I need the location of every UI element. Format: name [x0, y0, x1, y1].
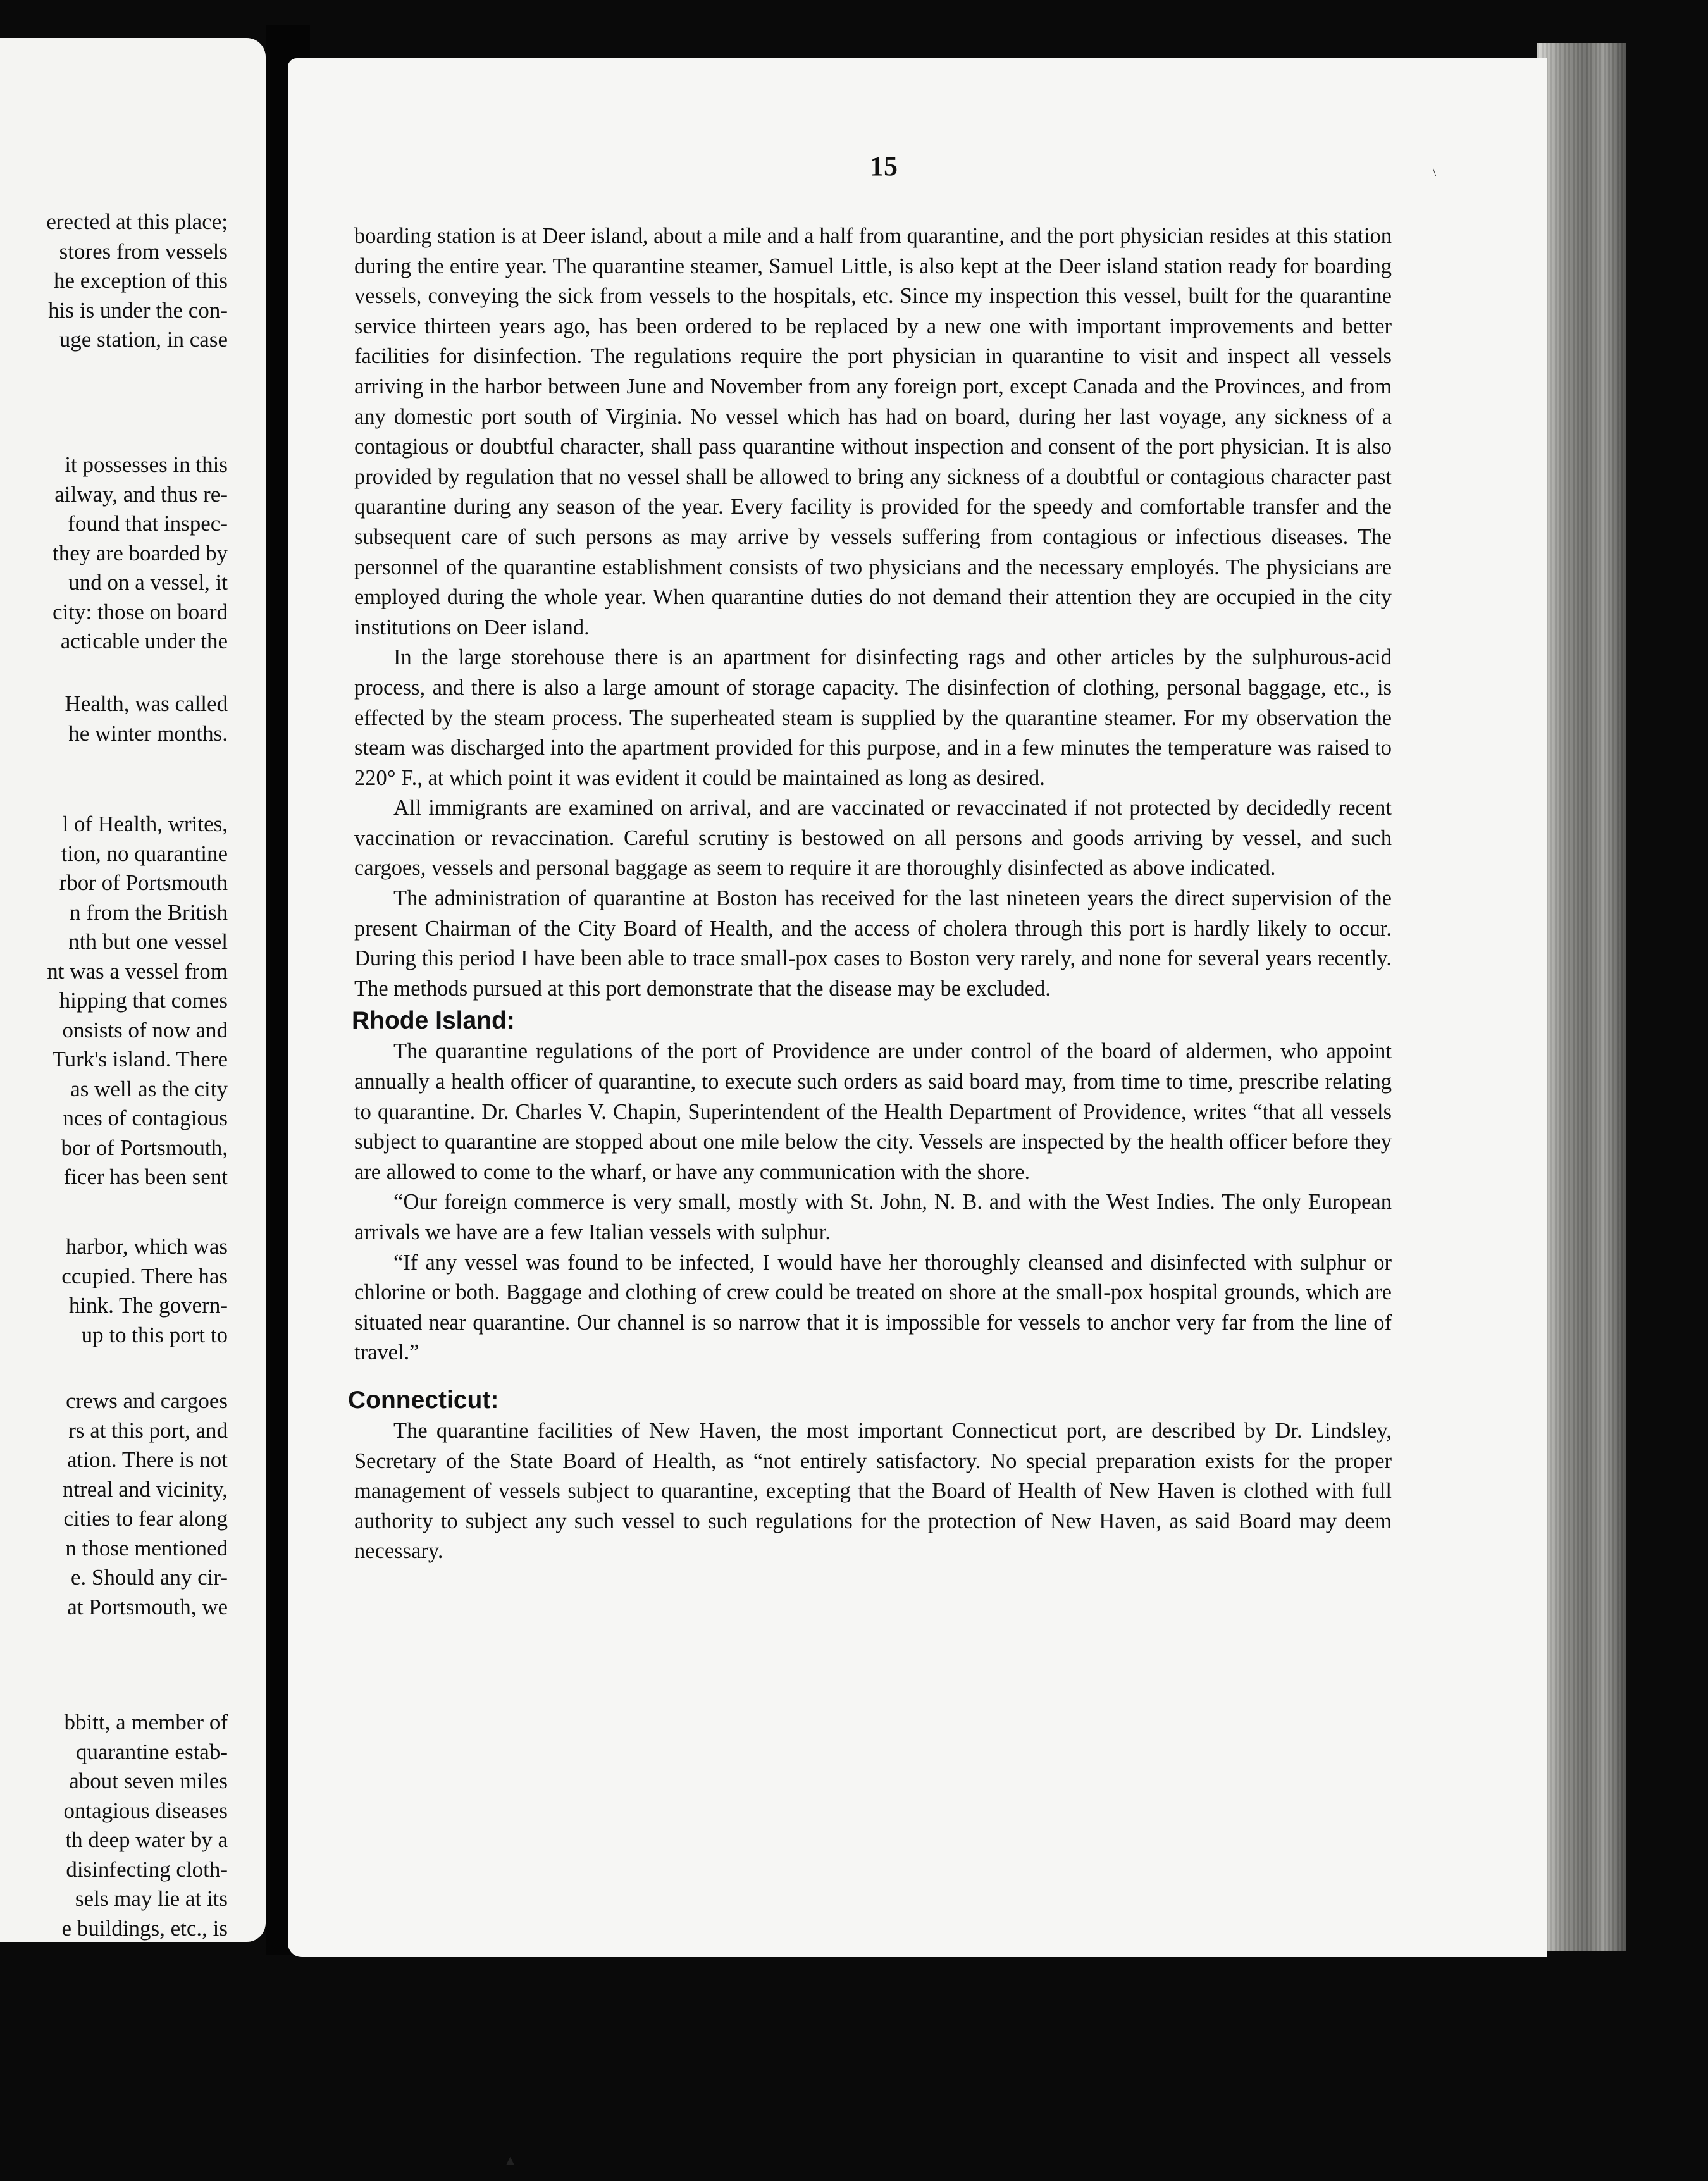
left-page-line — [0, 1045, 228, 1075]
left-page-line — [0, 1796, 228, 1826]
left-page-line-text: th deep water by a — [65, 1827, 228, 1852]
left-page-line-text: quarantine estab- — [75, 1739, 228, 1764]
left-page-line-text: bbitt, a member of — [64, 1710, 228, 1734]
left-page-line — [0, 986, 228, 1016]
left-page-line-text: hink. The govern- — [68, 1293, 228, 1318]
left-page-line — [0, 598, 228, 627]
paragraph-infected-vessel: “If any vessel was found to be infected, I would have her thoroughly cleansed and disinfected with sulphur or chlorine or both. Baggage and clothing of crew could be treated on shore at the small-pox hospital grounds, which are situated near quarantine. Our channel is so narrow that it is impossible for vessels to anchor very far from the line of travel.” — [354, 1250, 1392, 1365]
left-page-line-text: uge station, in case — [59, 327, 228, 352]
left-page-line — [0, 1475, 228, 1505]
paragraph-foreign-commerce: “Our foreign commerce is very small, mostly with St. John, N. B. and with the West Indies. The only European arrivals we have are a few Italian vessels with sulphur. — [354, 1190, 1392, 1244]
left-facing-page — [0, 38, 266, 1942]
left-page-line — [0, 1291, 228, 1321]
left-page-line — [0, 1826, 228, 1855]
left-page-line-text: tion, no quarantine — [61, 841, 228, 866]
left-page-line-text: e. Should any cir- — [70, 1565, 228, 1590]
left-page-line — [0, 1593, 228, 1622]
left-page-line — [0, 810, 228, 839]
left-page-line — [0, 1016, 228, 1046]
paragraph-immigrants: All immigrants are examined on arrival, and are vaccinated or revaccinated if not protected by decidedly recent vaccination or revaccination. Careful scrutiny is bestowed on all persons and goods arriving by vessel, and such cargoes, vessels and personal baggage as seem to require it are thoroughly disinfected as above indicated. — [354, 796, 1392, 880]
left-page-line-text: ontagious diseases — [63, 1798, 228, 1823]
left-page-line — [0, 539, 228, 569]
left-page-line — [0, 1232, 228, 1262]
left-page-line-text: at Portsmouth, we — [67, 1594, 228, 1619]
paragraph-administration: The administration of quarantine at Boston has received for the last nineteen years the direct supervision of the present Chairman of the City Board of Health, and the access of cholera through this port is hardly likely to occur. During this period I have been able to trace small-pox cases to Boston very rarely, and none for several years recently. The methods pursued at this port demonstrate that the disease may be excluded. — [354, 886, 1392, 1001]
left-page-line — [0, 898, 228, 928]
left-page-line-text: stores from vessels — [59, 238, 228, 264]
left-page-line-text: nces of contagious — [63, 1106, 228, 1130]
left-page-line — [0, 1708, 228, 1738]
left-page-block-4 — [0, 810, 228, 1192]
left-page-block-7 — [0, 1708, 228, 1942]
left-page-line-text: erected at this place; — [46, 209, 228, 234]
left-page-line — [0, 1563, 228, 1593]
left-page-line-text: und on a vessel, it — [68, 570, 228, 595]
left-page-line-text: onsists of now and — [62, 1017, 228, 1042]
page-body — [348, 221, 1392, 1567]
left-page-line — [0, 1534, 228, 1564]
left-page-line — [0, 296, 228, 326]
left-page-line-text: ccupied. There has — [61, 1263, 228, 1288]
left-page-line-text: ntreal and vicinity, — [62, 1476, 228, 1502]
dust-speck: ▴ — [506, 2151, 515, 2169]
left-page-line — [0, 237, 228, 267]
left-page-line-text: ficer has been sent — [63, 1165, 228, 1189]
left-page-line — [0, 627, 228, 657]
left-page-line-text: Turk's island. There — [52, 1047, 228, 1072]
page-stack-edge — [1537, 43, 1626, 1951]
paragraph-new-haven: The quarantine facilities of New Haven, the most important Connecticut port, are described by Dr. Lindsley, Secretary of the State Board of Health, as “not entirely satisfactory. No special preparation exists for the proper management of vessels subject to quarantine, excepting that the Board of Health of New Haven is clothed with full authority to subject any such vessel to such regulations for the protection of New Haven, as said Board may deem necessary. — [354, 1418, 1392, 1564]
left-page-line — [0, 1163, 228, 1192]
left-page-line — [0, 1914, 228, 1943]
left-page-line — [0, 568, 228, 598]
left-page-line-text: ailway, and thus re- — [54, 481, 228, 507]
left-page-line-text: it possesses in this — [65, 452, 228, 477]
dust-speck: \ — [1433, 166, 1437, 178]
left-page-line-text: he winter months. — [68, 720, 228, 746]
left-page-line-text: he exception of this — [53, 268, 228, 293]
left-page-line-text: up to this port to — [81, 1322, 228, 1347]
left-page-line-text: cities to fear along — [63, 1506, 228, 1531]
left-page-line-text: as well as the city — [70, 1076, 228, 1101]
heading-connecticut: Connecticut: — [348, 1386, 499, 1414]
left-page-line — [0, 957, 228, 987]
left-page-line — [0, 1387, 228, 1416]
left-page-line — [0, 480, 228, 510]
left-page-line — [0, 1445, 228, 1475]
left-page-line-text: sels may lie at its — [75, 1886, 228, 1911]
left-page-line — [0, 266, 228, 296]
left-page-line-text: rbor of Portsmouth — [59, 870, 228, 895]
left-page-line-text: bor of Portsmouth, — [61, 1135, 228, 1160]
left-page-line — [0, 1416, 228, 1446]
left-page-line — [0, 1855, 228, 1885]
left-page-line — [0, 1738, 228, 1767]
left-page-line-text: l of Health, writes, — [62, 812, 228, 836]
left-page-block-2 — [0, 450, 228, 657]
left-page-line-text: n those mentioned — [65, 1535, 228, 1560]
left-page-line-text: crews and cargoes — [66, 1388, 228, 1413]
paragraph-storehouse: In the large storehouse there is an apartment for disinfecting rags and other articles by the sulphurous-acid process, and there is also a large amount of storage capacity. The disinfection of clothing, personal baggage, etc., is effected by the steam process. The superheated steam is supplied by the quarantine steamer. For my observation the steam was discharged into the apartment provided for this purpose, and in a few minutes the temperature was raised to 220° F., at which point it was evident it could be maintained as long as desired. — [354, 645, 1392, 790]
left-page-line — [0, 1884, 228, 1914]
left-page-line — [0, 1134, 228, 1163]
left-page-line — [0, 207, 228, 237]
left-page-line — [0, 1104, 228, 1134]
left-page-line-text: his is under the con- — [48, 297, 228, 323]
left-page-line-text: nth but one vessel — [68, 929, 228, 954]
left-page-line-text: about seven miles — [69, 1769, 228, 1793]
left-page-line — [0, 325, 228, 355]
left-page-line-text: harbor, which was — [65, 1234, 228, 1259]
left-page-block-1 — [0, 207, 228, 355]
left-page-line-text: city: those on board — [52, 599, 228, 624]
left-page-line — [0, 839, 228, 869]
left-page-line — [0, 1767, 228, 1796]
left-page-block-5 — [0, 1232, 228, 1350]
left-page-line — [0, 509, 228, 539]
left-page-line — [0, 1262, 228, 1292]
left-page-line — [0, 927, 228, 957]
left-page-line — [0, 719, 228, 749]
left-page-block-6 — [0, 1387, 228, 1622]
left-page-line — [0, 689, 228, 719]
left-page-block-3 — [0, 689, 228, 748]
left-page-line-text: ation. There is not — [66, 1447, 228, 1472]
left-page-line-text: they are boarded by — [53, 540, 228, 565]
left-page-line-text: e buildings, etc., is — [61, 1915, 228, 1941]
page-number: 15 — [870, 151, 898, 182]
paragraph-boston-quarantine: boarding station is at Deer island, about a mile and a half from quarantine, and the port physician resides at this station during the entire year. The quarantine steamer, Samuel Little, is also kept at the Deer island station ready for boarding vessels, conveying the sick from vessels to the hospitals, etc. Since my inspection this vessel, built for the quarantine service thirteen years ago, has been ordered to be replaced by a new one with important improvements and better facilities for disinfection. The regulations require the port physician in quarantine to visit and inspect all vessels arriving in the harbor between June and November from any foreign port, except Canada and the Provinces, and from any domestic port south of Virginia. No vessel which has had on board, during her last voyage, any sickness of a contagious or doubtful character, shall pass quarantine without inspection and consent of the port physician. It is also provided by regulation that no vessel shall be allowed to bring any sickness of a doubtful or contagious character past quarantine during any season of the year. Every facility is provided for the speedy and comfortable transfer and the subsequent care of such persons as may arrive by vessels suffering from contagious or infectious diseases. The personnel of the quarantine establishment consists of two physicians and the necessary employés. The physicians are employed during the whole year. When quarantine duties do not demand their attention they are occupied in the city institutions on Deer island. — [354, 224, 1392, 639]
left-page-line — [0, 1075, 228, 1104]
left-page-line-text: found that inspec- — [68, 511, 228, 536]
left-page-line-text: disinfecting cloth- — [66, 1857, 228, 1882]
left-page-line-text: hipping that comes — [59, 988, 228, 1013]
left-page-line — [0, 1321, 228, 1350]
left-page-line-text: rs at this port, and — [68, 1418, 228, 1443]
left-page-line-text: Health, was called — [65, 691, 228, 716]
left-page-line — [0, 450, 228, 480]
paragraph-providence: The quarantine regulations of the port of Providence are under control of the board of aldermen, who appoint annually a health officer of quarantine, to execute such orders as said board may, from time to time, prescribe relating to quarantine. Dr. Charles V. Chapin, Superintendent of the Health Department of Providence, writes “that all vessels subject to quarantine are stopped about one mile below the city. Vessels are inspected by the health officer before they are allowed to come to the wharf, or have any communication with the shore. — [354, 1039, 1392, 1184]
left-page-line-text: nt was a vessel from — [47, 958, 228, 984]
left-page-line-text: n from the British — [70, 899, 228, 925]
left-page-line-text: acticable under the — [60, 629, 228, 653]
left-page-line — [0, 868, 228, 898]
left-page-line — [0, 1504, 228, 1534]
heading-rhode-island: Rhode Island: — [352, 1007, 515, 1035]
